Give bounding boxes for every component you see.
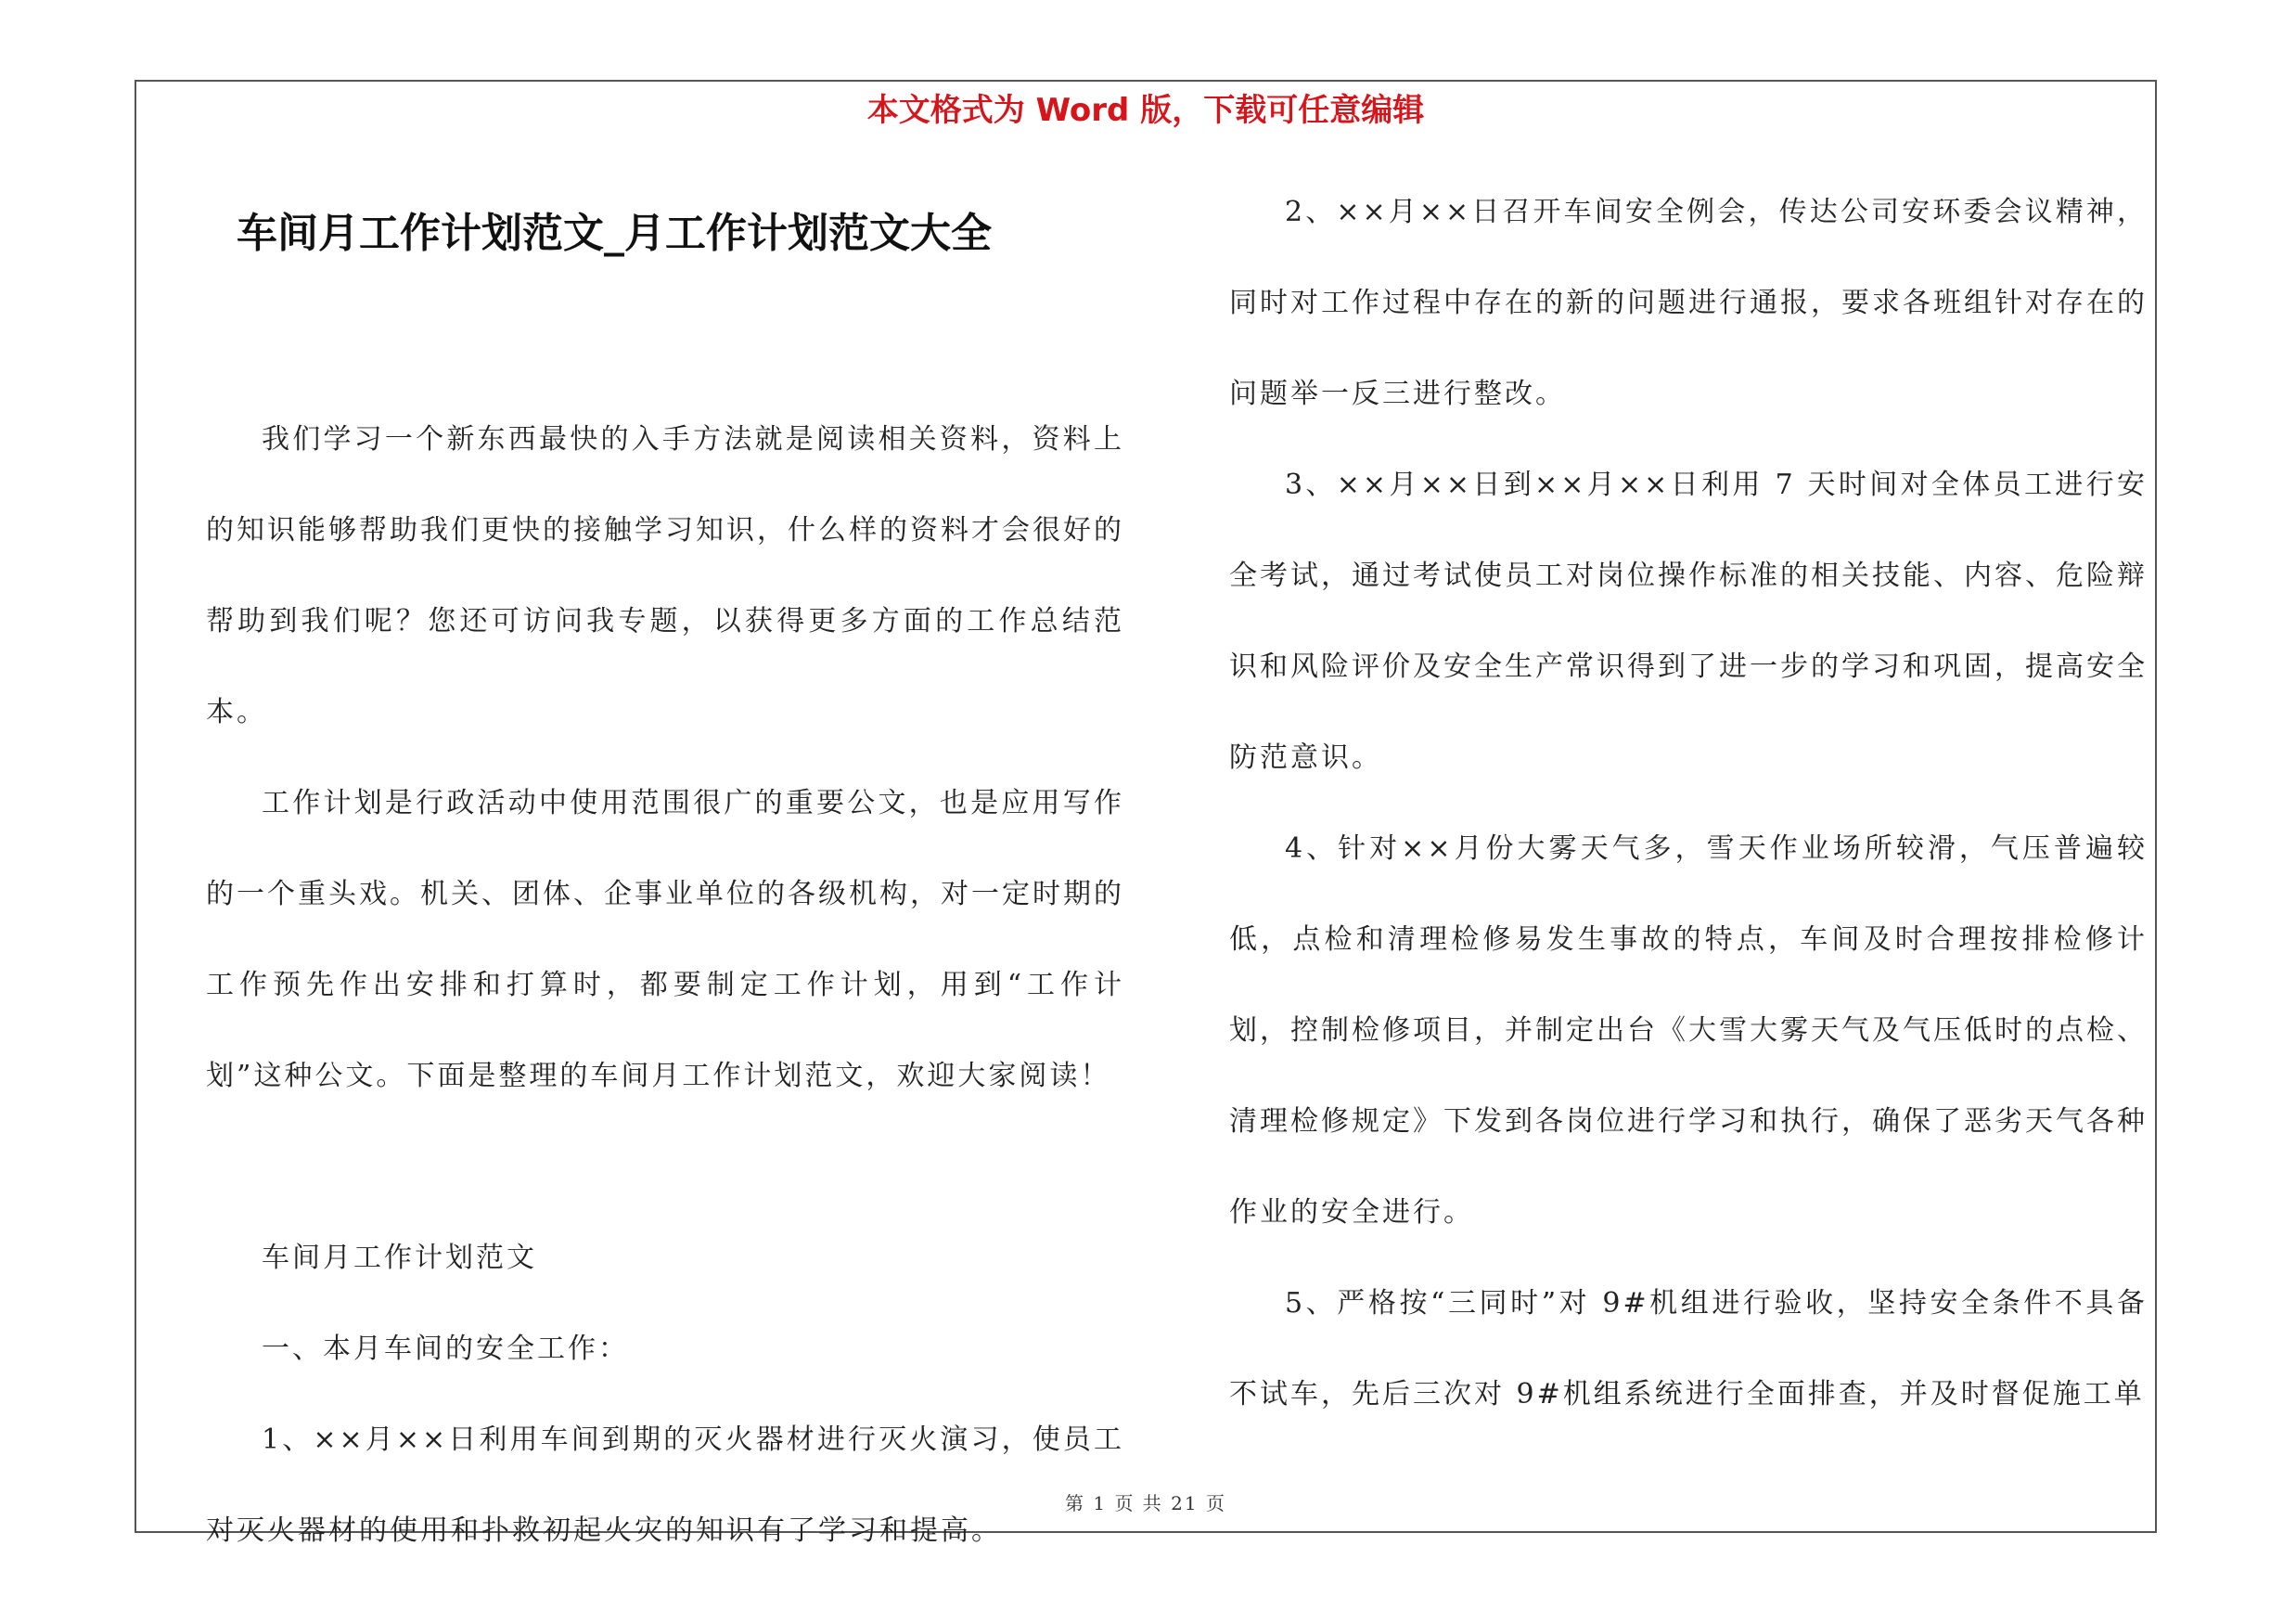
page-number-footer: 第 1 页 共 21 页 <box>1065 1492 1226 1514</box>
document-title: 车间月工作计划范文_月工作计划范文大全 <box>237 210 992 257</box>
list-item-3: 3、××月××日到××月××日利用 7 天时间对全体员工进行安全考试，通过考试使员工对岗位操作标准的相关技能、内容、危险辩识和风险评价及安全生产常识得到了进一步的学习和巩固，提高安全防范意识。 <box>1229 469 2148 774</box>
plan-definition-paragraph: 工作计划是行政活动中使用范围很广的重要公文，也是应用写作的一个重头戏。机关、团体、企事业单位的各级机构，对一定时期的工作预先作出安排和打算时，都要制定工作计划，用到“工作计划”这种公文。下面是整理的车间月工作计划范文，欢迎大家阅读！ <box>206 787 1124 1092</box>
list-item-4: 4、针对××月份大雾天气多，雪天作业场所较滑，气压普遍较低，点检和清理检修易发生事故的特点，车间及时合理按排检修计划，控制检修项目，并制定出台《大雪大雾天气及气压低时的点检、清理检修规定》下发到各岗位进行学习和执行，确保了恶劣天气各种作业的安全进行。 <box>1229 832 2148 1229</box>
intro-paragraph: 我们学习一个新东西最快的入手方法就是阅读相关资料，资料上的知识能够帮助我们更快的接触学习知识，什么样的资料才会很好的帮助到我们呢？您还可访问我专题，以获得更多方面的工作总结范本。 <box>206 423 1124 728</box>
safety-section-heading: 一、本月车间的安全工作： <box>262 1333 629 1365</box>
left-column <box>206 394 1124 1577</box>
list-item-2: 2、××月××日召开车间安全例会，传达公司安环委会议精神，同时对工作过程中存在的新的问题进行通报，要求各班组针对存在的问题举一反三进行整改。 <box>1229 196 2148 410</box>
section-subheading: 车间月工作计划范文 <box>262 1242 537 1274</box>
right-column <box>1229 167 2148 1440</box>
list-item-5: 5、严格按“三同时”对 9#机组进行验收，坚持安全条件不具备不试车，先后三次对 9#机组系统进行全面排查，并及时督促施工单 <box>1229 1287 2148 1410</box>
spacer <box>206 1122 1124 1213</box>
format-banner: 本文格式为 Word 版，下载可任意编辑 <box>866 92 1425 129</box>
list-item-1: 1、××月××日利用车间到期的灭火器材进行灭火演习，使员工对灭火器材的使用和扑救初起火灾的知识有了学习和提高。 <box>206 1423 1124 1547</box>
